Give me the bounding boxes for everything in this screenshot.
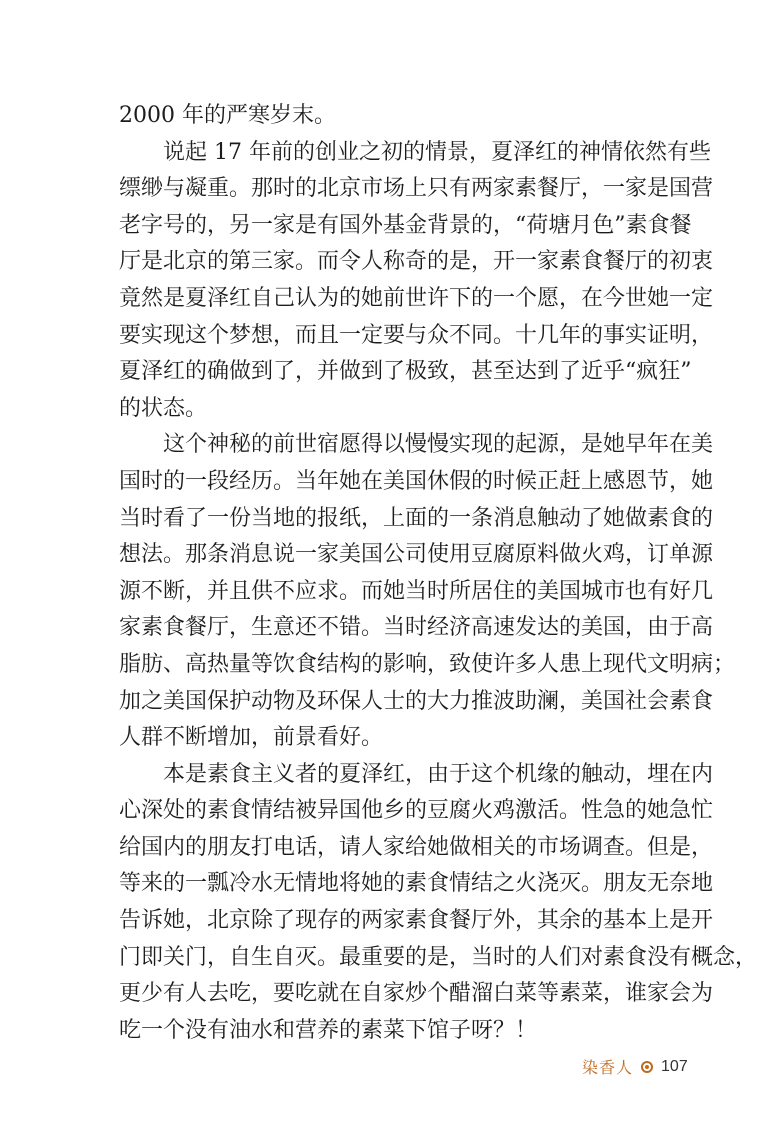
text-line: 这个神秘的前世宿愿得以慢慢实现的起源，是她早年在美 [163, 432, 714, 458]
text-line: 脂肪、高热量等饮食结构的影响，致使许多人患上现代文明病； [119, 651, 736, 677]
paragraph [119, 427, 736, 756]
page-body [119, 98, 758, 1049]
text-line: 家素食餐厅，生意还不错。当时经济高速发达的美国，由于高 [119, 615, 714, 641]
text-line: 本是素食主义者的夏泽红，由于这个机缘的触动，埋在内 [163, 761, 714, 787]
running-title: 染香人 [582, 1058, 634, 1077]
text-line: 源不断，并且供不应求。而她当时所居住的美国城市也有好几 [119, 578, 714, 604]
text-line: 告诉她，北京除了现存的两家素食餐厅外，其余的基本上是开 [119, 908, 714, 934]
paragraph [119, 757, 758, 1050]
text-line: 说起 17 年前的创业之初的情景，夏泽红的神情依然有些 [163, 139, 711, 165]
text-line: 加之美国保护动物及环保人士的大力推波助澜，美国社会素食 [119, 688, 714, 714]
text-line: 竟然是夏泽红自己认为的她前世许下的一个愿，在今世她一定 [119, 285, 714, 311]
text-line: 更少有人去吃，要吃就在自家炒个醋溜白菜等素菜，谁家会为 [119, 981, 714, 1007]
text-line: 厅是北京的第三家。而令人称奇的是，开一家素食餐厅的初衷 [119, 249, 714, 275]
text-line: 要实现这个梦想，而且一定要与众不同。十几年的事实证明， [119, 322, 714, 348]
text-line: 国时的一段经历。当年她在美国休假的时候正赶上感恩节，她 [119, 468, 714, 494]
text-line: 门即关门，自生自灭。最重要的是，当时的人们对素食没有概念， [119, 944, 758, 970]
text-line: 2000 年的严寒岁末。 [119, 103, 336, 128]
text-line: 老字号的，另一家是有国外基金背景的，“荷塘月色”素食餐 [119, 212, 692, 238]
text-line: 给国内的朋友打电话，请人家给她做相关的市场调查。但是， [119, 834, 714, 860]
text-line: 人群不断增加，前景看好。 [119, 725, 384, 751]
paragraph [119, 98, 679, 135]
text-line: 吃一个没有油水和营养的素菜下馆子呀？！ [119, 1017, 538, 1043]
text-line: 想法。那条消息说一家美国公司使用豆腐原料做火鸡，订单源 [119, 542, 714, 568]
text-line: 夏泽红的确做到了，并做到了极致，甚至达到了近乎“疯狂” [119, 359, 692, 385]
page-footer [582, 1055, 722, 1078]
paragraph [119, 135, 714, 428]
page-number: 107 [661, 1057, 688, 1075]
text-line: 缥缈与凝重。那时的北京市场上只有两家素餐厅，一家是国营 [119, 176, 714, 202]
text-line: 等来的一瓢冷水无情地将她的素食情结之火浇灭。朋友无奈地 [119, 871, 714, 897]
text-line: 当时看了一份当地的报纸，上面的一条消息触动了她做素食的 [119, 505, 714, 531]
text-line: 的状态。 [119, 395, 208, 421]
text-line: 心深处的素食情结被异国他乡的豆腐火鸡激活。性急的她急忙 [119, 798, 714, 824]
circle-ornament-icon [641, 1061, 653, 1073]
